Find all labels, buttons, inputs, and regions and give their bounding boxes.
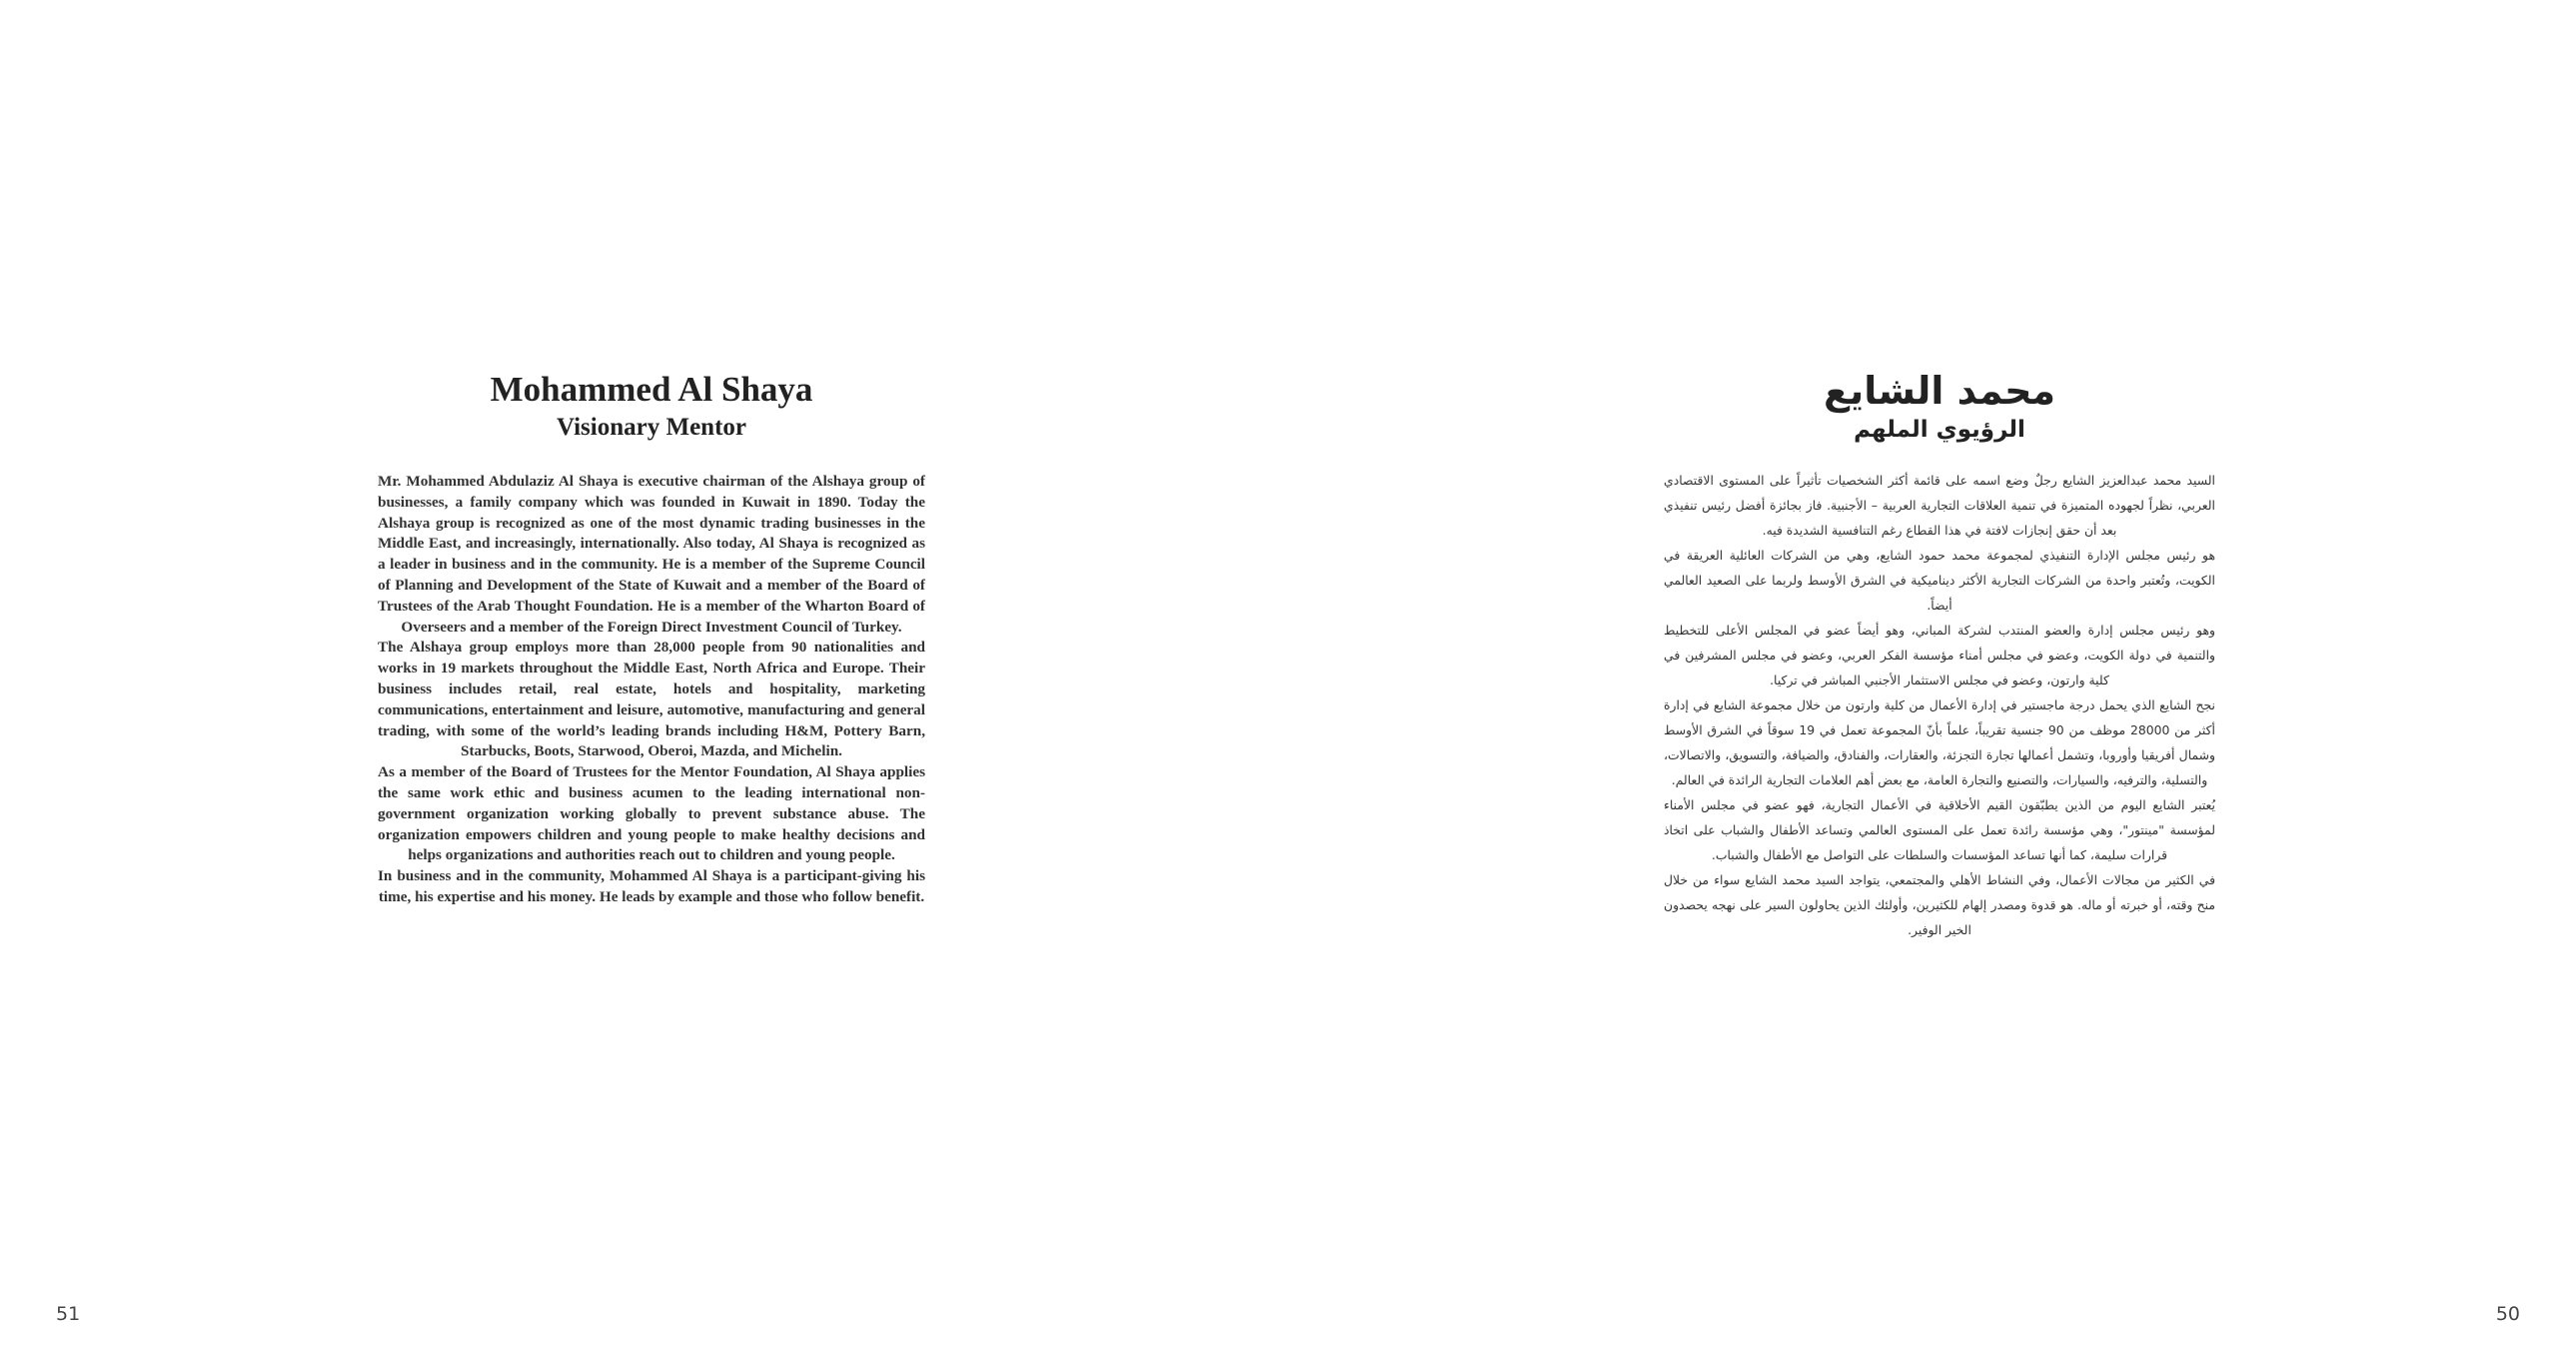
body-paragraph: As a member of the Board of Trustees for the Mentor Foundation, Al Shaya applies the same work ethic and business acumen to the leading international non-government organization working globally to prevent substance abuse. The organization empowers children and young people to make healthy decisions and helps organizations and authorities reach out to children and young people. <box>378 763 925 864</box>
body-paragraph: يُعتبر الشايع اليوم من الذين يطبّقون القيم الأخلاقية في الأعمال التجارية، فهو عضو في مجلس الأمناء لمؤسسة "مينتور"، وهي مؤسسة رائدة تعمل على المستوى العالمي وتساعد الأطفال والشباب على اتخاذ قرارات سليمة، كما أنها تساعد المؤسسات والسلطات على التواصل مع الأطفال والشباب. <box>1664 797 2215 862</box>
article-title: محمد الشايع <box>1823 369 2056 413</box>
body-paragraph: وهو رئيس مجلس إدارة والعضو المنتدب لشركة المباني، وهو أيضاً عضو في المجلس الأعلى للتخطيط والتنمية في دولة الكويت، وعضو في مجلس أمناء مؤسسة الفكر العربي، وعضو في مجلس المشرفين في كلية وارتون، وعضو في مجلس الاستثمار الأجنبي المباشر في تركيا. <box>1664 623 2215 687</box>
body-paragraph: السيد محمد عبدالعزيز الشايع رجلٌ وضع اسمه على قائمة أكثر الشخصيات تأثيراً على المستوى الاقتصادي العربي، نظراً لجهوده المتميزة في تنمية العلاقات التجارية العربية – الأجنبية. فاز بجائزة أفضل رئيس تنفيذي بعد أن حقق إنجازات لافتة في هذا القطاع رغم التنافسية الشديدة فيه. <box>1664 473 2215 538</box>
body-paragraph: In business and in the community, Mohammed Al Shaya is a participant-giving his time, his expertise and his money. He leads by example and those who follow benefit. <box>378 867 925 905</box>
body-paragraph: Mr. Mohammed Abdulaziz Al Shaya is executive chairman of the Alshaya group of businesses, a family company which was founded in Kuwait in 1890. Today the Alshaya group is recognized as one of the most dynamic trading businesses in the Middle East, and increasingly, internationally. Also today, Al Shaya is recognized as a leader in business and in the community. He is a member of the Supreme Council of Planning and Development of the State of Kuwait and a member of the Board of Trustees of the Arab Thought Foundation. He is a member of the Wharton Board of Overseers and a member of the Foreign Direct Investment Council of Turkey. <box>378 473 925 636</box>
page-number: 50 <box>2495 1303 2520 1325</box>
article-title: Mohammed Al Shaya <box>490 370 813 409</box>
body-paragraph: في الكثير من مجالات الأعمال، وفي النشاط الأهلي والمجتمعي، يتواجد السيد محمد الشايع سواء من خلال منح وقته، أو خبرته أو ماله. هو قدوة ومصدر إلهام للكثيرين، وأولئك الذين يحاولون السير على نهجه يحصدون الخير الوفير. <box>1664 872 2215 937</box>
english-article <box>378 368 925 908</box>
body-paragraph: هو رئيس مجلس الإدارة التنفيذي لمجموعة محمد حمود الشايع، وهي من الشركات العائلية العريقة في الكويت، وتُعتبر واحدة من الشركات التجارية الأكثر ديناميكية في الشرق الأوسط ولربما على الصعيد العالمي أيضاً. <box>1664 548 2215 613</box>
arabic-article <box>1664 368 2215 942</box>
body-paragraph: The Alshaya group employs more than 28,000 people from 90 nationalities and works in 19 markets throughout the Middle East, North Africa and Europe. Their business includes retail, real estate, hotels and hospitality, marketing communications, entertainment and leisure, automotive, manufacturing and general trading, with some of the world’s leading brands including H&M, Pottery Barn, Starbucks, Boots, Starwood, Oberoi, Mazda, and Michelin. <box>378 639 925 760</box>
article-subtitle: Visionary Mentor <box>556 414 746 441</box>
page-number: 51 <box>56 1303 81 1325</box>
article-subtitle: الرؤيوي الملهم <box>1854 417 2025 443</box>
body-paragraph: نجح الشايع الذي يحمل درجة ماجستير في إدارة الأعمال من كلية وارتون من خلال مجموعة الشايع في إدارة أكثر من 28000 موظف من 90 جنسية تقريباً، علماً بأنّ المجموعة تعمل في 19 سوقاً في الشرق الأوسط وشمال أفريقيا وأوروبا، وتشمل أعمالها تجارة التجزئة، والعقارات، والفنادق، والضيافة، والتسويق، والاتصالات، والتسلية، والترفيه، والسيارات، والتصنيع والتجارة العامة، مع بعض أهم العلامات التجارية الرائدة في العالم. <box>1664 697 2215 787</box>
